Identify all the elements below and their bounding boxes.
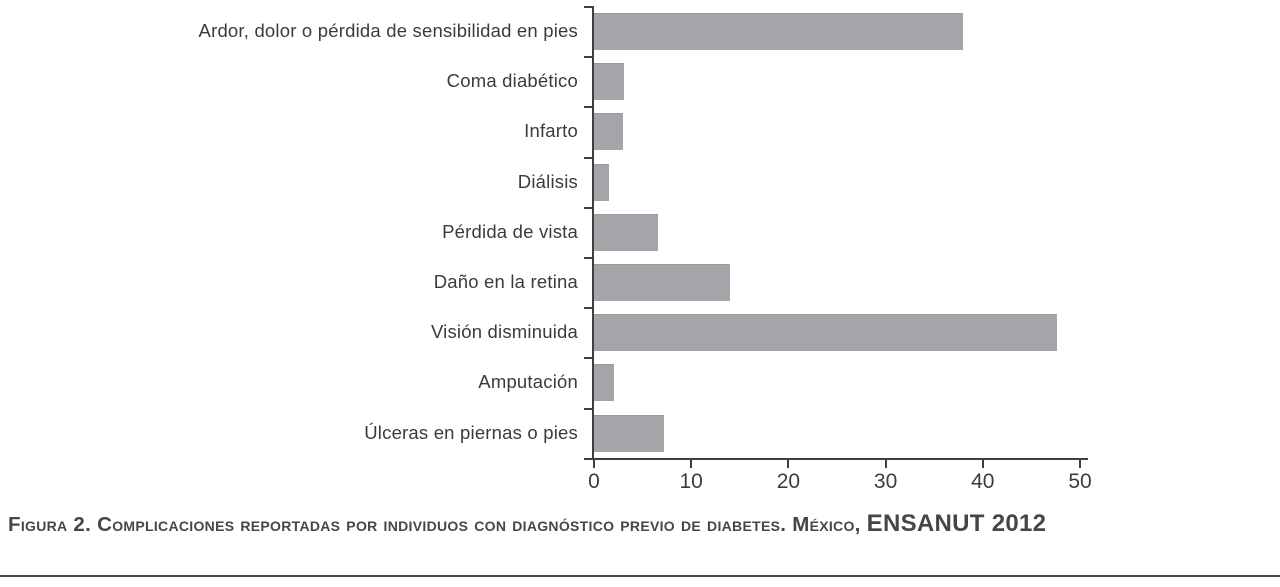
x-axis-tick — [885, 460, 887, 468]
bar-4 — [594, 164, 609, 201]
x-axis-tick — [690, 460, 692, 468]
chart-row — [0, 207, 1280, 257]
bar-7 — [594, 314, 1057, 351]
category-label: Pérdida de vista — [442, 220, 578, 242]
y-axis-tick — [584, 207, 592, 209]
caption-text: Figura 2. Complicaciones reportadas por individuos con diagnóstico previo de diabetes. México, — [8, 513, 867, 536]
bar-3 — [594, 113, 623, 150]
bar-5 — [594, 214, 658, 251]
y-axis-tick — [584, 458, 592, 460]
category-label: Infarto — [524, 120, 578, 142]
chart-row — [0, 408, 1280, 458]
chart-row — [0, 106, 1280, 156]
chart-row — [0, 157, 1280, 207]
x-axis-tick-label: 20 — [776, 470, 801, 493]
chart-row — [0, 6, 1280, 56]
x-axis-tick-label: 40 — [971, 470, 995, 493]
x-axis-tick — [787, 460, 789, 468]
y-axis-tick — [584, 106, 592, 108]
chart-row — [0, 56, 1280, 106]
bar-8 — [594, 364, 614, 401]
category-label: Diálisis — [517, 170, 578, 192]
chart-row — [0, 307, 1280, 357]
x-axis-tick-label: 50 — [1068, 470, 1092, 493]
category-label: Ardor, dolor o pérdida de sensibilidad en pies — [198, 20, 578, 42]
x-axis-tick — [1079, 460, 1081, 468]
x-axis-tick — [982, 460, 984, 468]
x-axis-tick-label: 0 — [588, 470, 600, 493]
y-axis-tick — [584, 408, 592, 410]
y-axis-tick — [584, 357, 592, 359]
x-axis-line — [592, 458, 1088, 460]
x-axis-tick-label: 30 — [873, 470, 898, 493]
x-axis-tick — [593, 460, 595, 468]
category-label: Visión disminuida — [430, 321, 578, 343]
caption-source: ENSANUT 2012 — [866, 510, 1047, 537]
figure-caption — [8, 510, 1272, 538]
chart-row — [0, 257, 1280, 307]
bar-9 — [594, 415, 664, 452]
y-axis-tick — [584, 257, 592, 259]
y-axis-tick — [584, 6, 592, 8]
category-label: Úlceras en piernas o pies — [364, 421, 578, 443]
bar-1 — [594, 13, 963, 50]
y-axis-tick — [584, 157, 592, 159]
x-axis-tick-label: 10 — [679, 470, 703, 493]
chart-row — [0, 357, 1280, 407]
bar-2 — [594, 63, 624, 100]
category-label: Daño en la retina — [433, 271, 578, 293]
category-label: Amputación — [478, 371, 578, 393]
bar-6 — [594, 264, 730, 301]
category-label: Coma diabético — [446, 70, 578, 92]
y-axis-tick — [584, 307, 592, 309]
bottom-divider — [0, 575, 1280, 577]
y-axis-tick — [584, 56, 592, 58]
